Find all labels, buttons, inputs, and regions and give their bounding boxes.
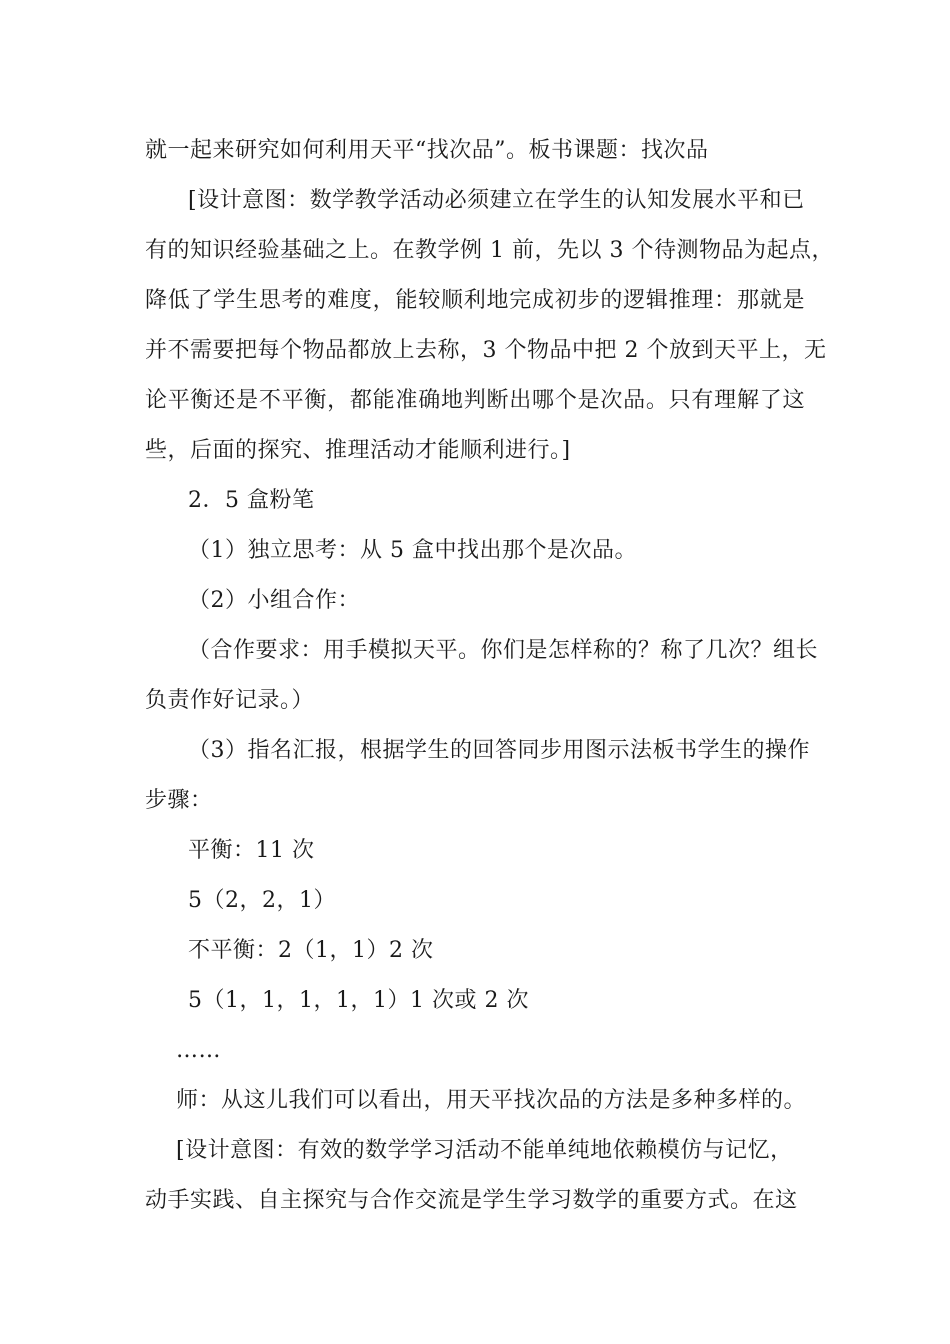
design-intent-line: [设计意图：数学教学活动必须建立在学生的认知发展水平和已	[188, 188, 805, 213]
design-intent-line: 论平衡还是不平衡，都能准确地判断出哪个是次品。只有理解了这	[145, 388, 805, 413]
section-heading: 2．5 盒粉笔	[188, 488, 315, 513]
step-line: 5（1，1，1，1，1）1 次或 2 次	[188, 988, 529, 1013]
requirement-line: 负责作好记录。）	[145, 688, 315, 713]
design-intent-line: 降低了学生思考的难度，能较顺利地完成初步的逻辑推理：那就是	[145, 288, 805, 313]
paragraph-line: 就一起来研究如何利用天平“找次品”。板书课题：找次品	[145, 138, 709, 163]
step-line: 不平衡：2（1，1）2 次	[188, 938, 434, 963]
step-line: 平衡：11 次	[188, 838, 315, 863]
list-item: （1）独立思考：从 5 盒中找出那个是次品。	[188, 538, 637, 563]
step-line: 5（2，2，1）	[188, 888, 336, 913]
design-intent-line: [设计意图：有效的数学学习活动不能单纯地依赖模仿与记忆，	[176, 1138, 793, 1163]
requirement-line: （合作要求：用手模拟天平。你们是怎样称的？称了几次？组长	[188, 638, 819, 663]
list-item: （3）指名汇报，根据学生的回答同步用图示法板书学生的操作	[188, 738, 810, 763]
list-item: 步骤：	[145, 788, 213, 813]
design-intent-line: 并不需要把每个物品都放上去称，3 个物品中把 2 个放到天平上，无	[145, 338, 827, 363]
design-intent-line: 动手实践、自主探究与合作交流是学生学习数学的重要方式。在这	[145, 1188, 798, 1213]
teacher-line: 师：从这儿我们可以看出，用天平找次品的方法是多种多样的。	[176, 1088, 807, 1113]
ellipsis: ……	[176, 1038, 221, 1063]
design-intent-line: 些，后面的探究、推理活动才能顺利进行。]	[145, 438, 571, 463]
design-intent-line: 有的知识经验基础之上。在教学例 1 前，先以 3 个待测物品为起点，	[145, 238, 834, 263]
list-item: （2）小组合作：	[188, 588, 360, 613]
